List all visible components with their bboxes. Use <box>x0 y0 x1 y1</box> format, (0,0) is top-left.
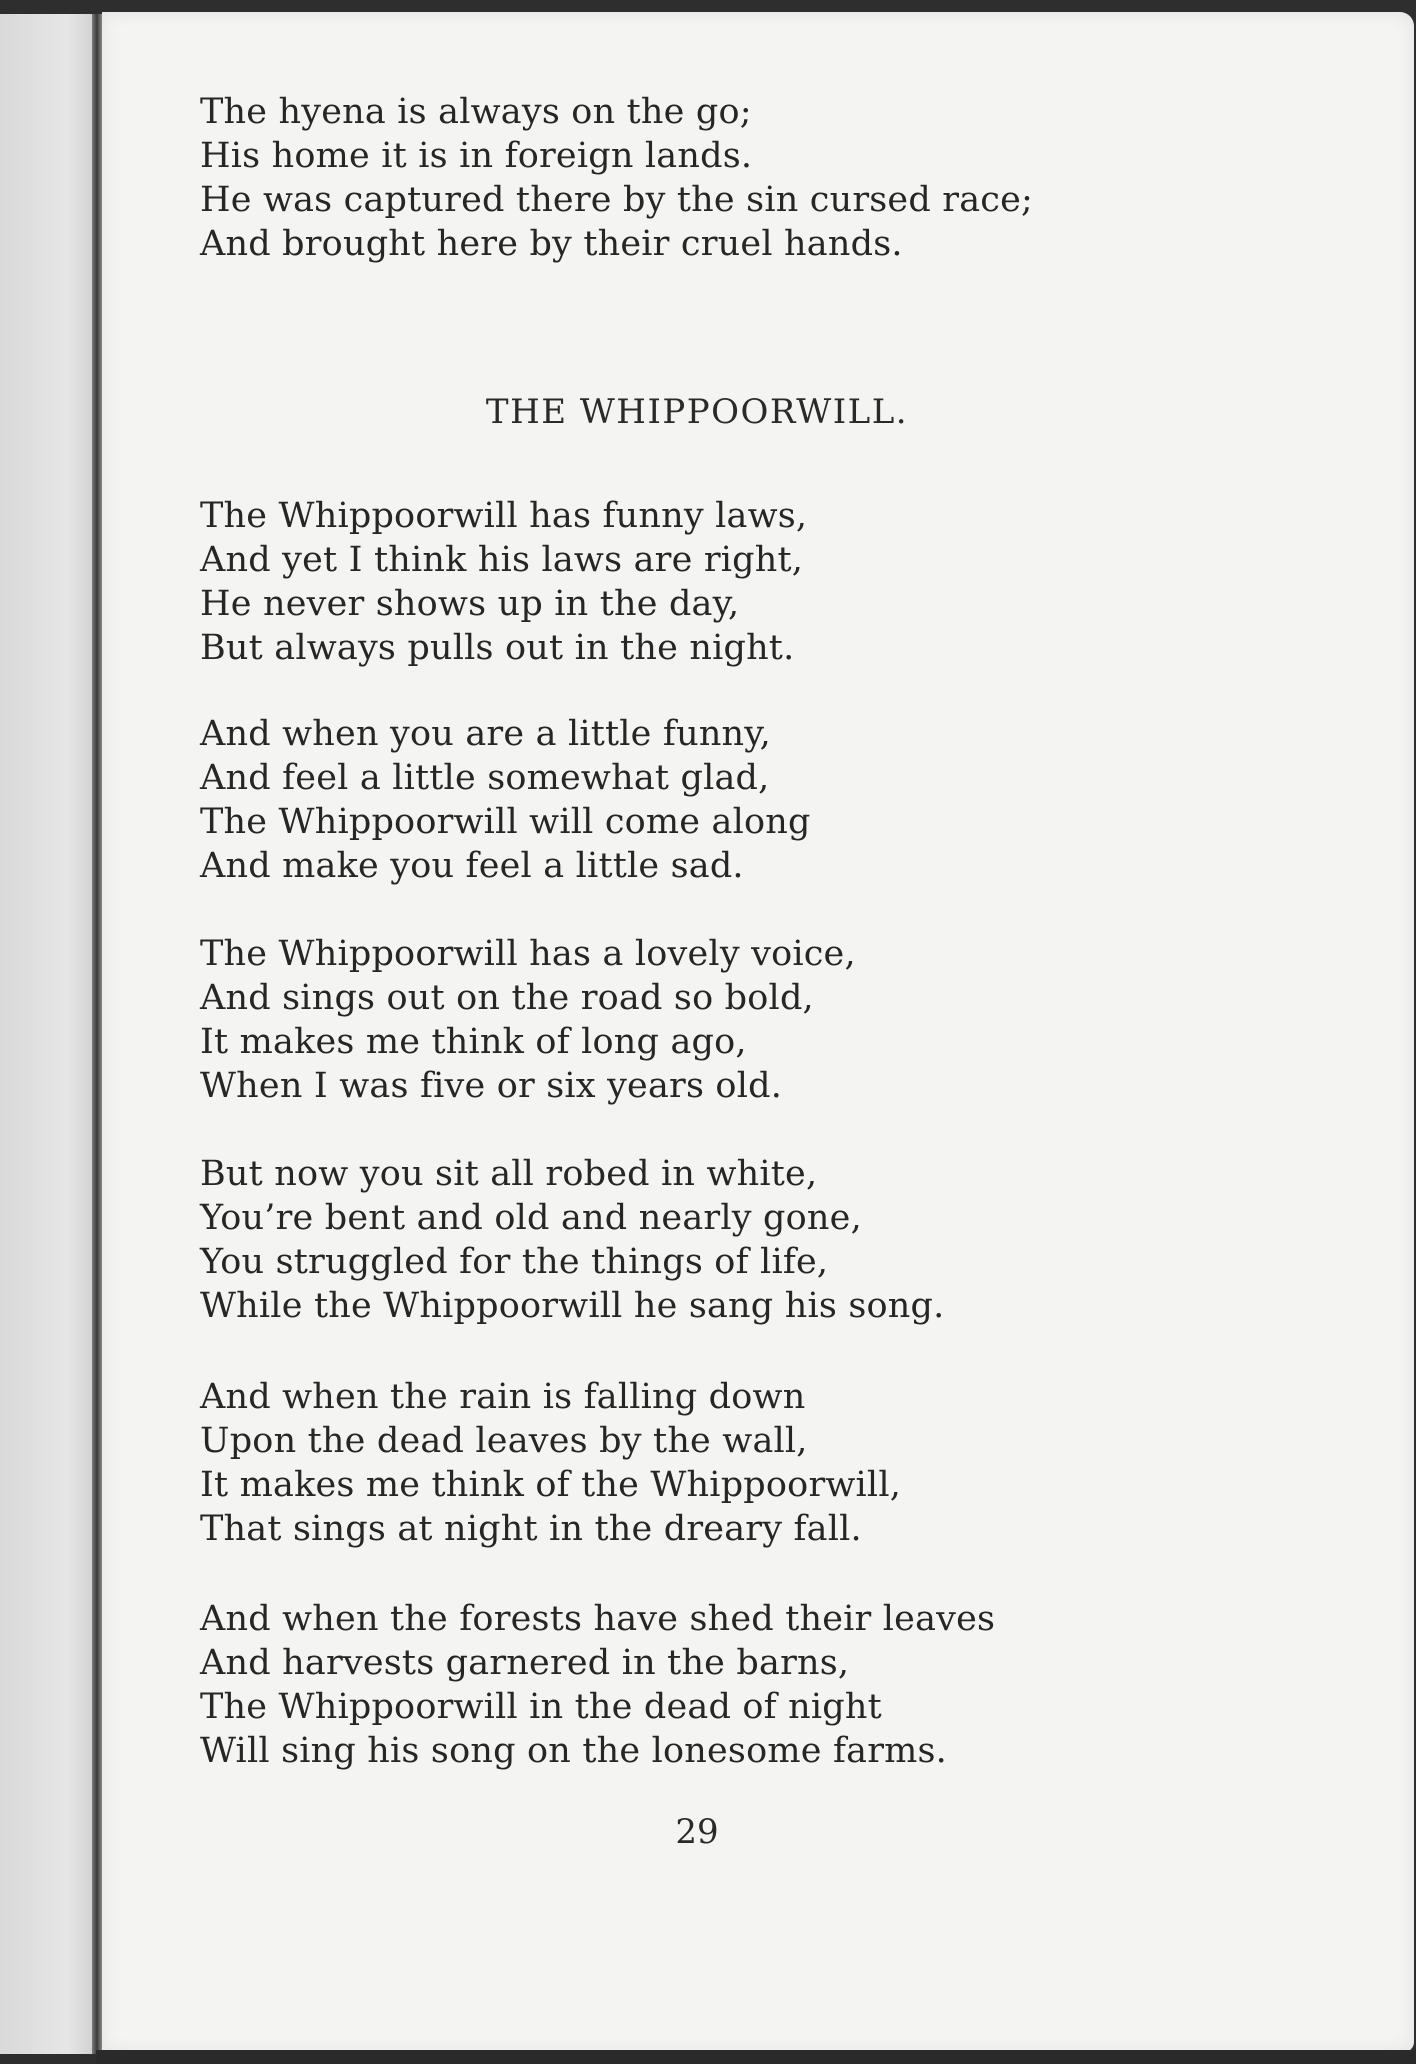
poem-line: And sings out on the road so bold, <box>200 978 814 1018</box>
stanza-1 <box>200 494 807 670</box>
poem-line: The hyena is always on the go; <box>200 92 752 132</box>
stanza-3 <box>200 932 856 1108</box>
poem-title: THE WHIPPOORWILL. <box>485 392 909 432</box>
poem-line: And harvests garnered in the barns, <box>200 1643 850 1683</box>
poem-line: Upon the dead leaves by the wall, <box>200 1421 808 1461</box>
stanza-5 <box>200 1375 901 1551</box>
poem-line: His home it is in foreign lands. <box>200 136 753 176</box>
poem-line: And make you feel a little sad. <box>200 846 744 886</box>
book-gutter <box>92 14 102 2054</box>
poem-line: While the Whippoorwill he sang his song. <box>200 1286 945 1326</box>
poem-line: He was captured there by the sin cursed race; <box>200 180 1033 220</box>
poem-line: The Whippoorwill in the dead of night <box>200 1687 882 1727</box>
poem-line: You’re bent and old and nearly gone, <box>200 1198 862 1238</box>
poem-line: You struggled for the things of life, <box>200 1242 829 1282</box>
page-text <box>102 12 1414 2052</box>
facing-page-edge <box>0 14 96 2054</box>
poem-line: It makes me think of the Whippoorwill, <box>200 1465 902 1505</box>
poem-line: That sings at night in the dreary fall. <box>200 1509 862 1549</box>
poem-line: The Whippoorwill will come along <box>200 802 811 842</box>
poem-line: And when the forests have shed their leaves <box>200 1599 996 1639</box>
book-page <box>102 12 1414 2052</box>
poem-line: The Whippoorwill has funny laws, <box>200 496 808 536</box>
poem-line: But now you sit all robed in white, <box>200 1154 818 1194</box>
poem-line: And when the rain is falling down <box>200 1377 806 1417</box>
poem-line: Will sing his song on the lonesome farms. <box>200 1731 948 1771</box>
previous-poem-ending <box>200 90 1033 266</box>
stanza-6 <box>200 1597 995 1773</box>
poem-line: And brought here by their cruel hands. <box>200 224 903 264</box>
poem-line: The Whippoorwill has a lovely voice, <box>200 934 856 974</box>
stanza-4 <box>200 1152 944 1328</box>
scan-bottom-edge <box>96 2050 1416 2064</box>
poem-line: But always pulls out in the night. <box>200 628 795 668</box>
stanza-2 <box>200 712 811 888</box>
poem-line: And feel a little somewhat glad, <box>200 758 770 798</box>
poem-line: It makes me think of long ago, <box>200 1022 747 1062</box>
poem-line: He never shows up in the day, <box>200 584 740 624</box>
poem-line: And when you are a little funny, <box>200 714 771 754</box>
poem-line: And yet I think his laws are right, <box>200 540 804 580</box>
page-number: 29 <box>675 1812 719 1852</box>
poem-line: When I was five or six years old. <box>200 1066 783 1106</box>
